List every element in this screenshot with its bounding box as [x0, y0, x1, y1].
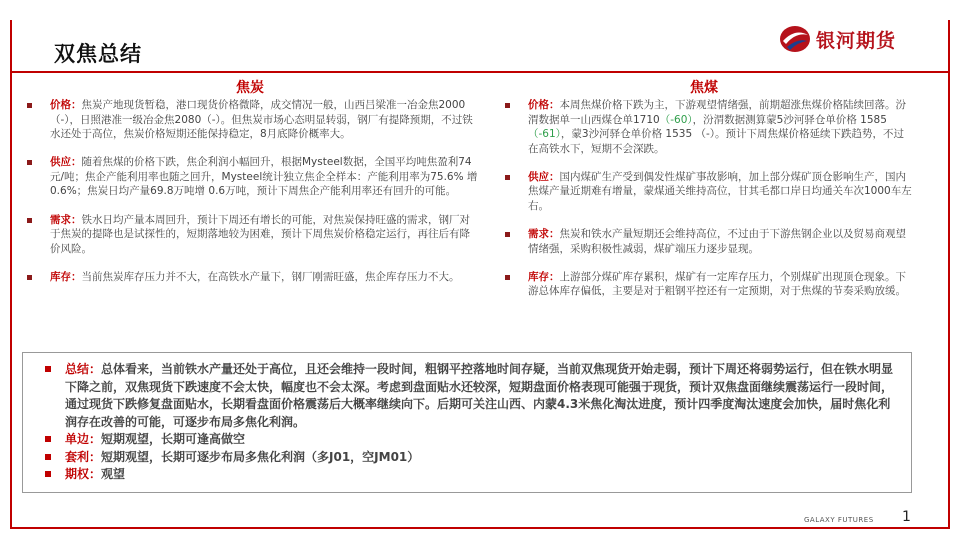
left-border — [10, 20, 12, 529]
page-title: 双焦总结 — [54, 42, 142, 66]
item-label: 供应： — [50, 156, 82, 169]
item-text: 国内煤矿生产受到偶发性煤矿事故影响，加上部分煤矿顶仓影响生产，国内焦煤产量近期难有增量，蒙煤通关维持高位，甘其毛都口岸日均通关车次1000车左右。 — [528, 170, 912, 213]
summary-text: 总体看来，当前铁水产量还处于高位，且还会维持一段时间，粗钢平控落地时间存疑，当前双焦现货开始走弱，预计下周还将弱势运行，但在铁水明显下降之前，双焦现货下跌速度不会太快，幅度也不会太深。考虑到盘面贴水还较深，短期盘面价格表现可能强于现货，预计双焦盘面继续震荡运行一段时间，通过现货下跌修复盘面贴水，长期看盘面价格震荡后大概率继续向下。后期可关注山西、内蒙4.3米焦化淘汰进度，预计四季度淘汰速度会加快，届时焦化利润存在改善的可能，可逐步布局多焦化利润。 — [65, 362, 894, 429]
title-divider — [10, 71, 950, 73]
item-text: 焦炭产地现货暂稳，港口现货价格微降，成交情况一般，山西吕梁准一冶金焦2000（-），日照港准一级冶金焦2080（-）。但焦炭市场心态明显转弱，钢厂有提降预期，不过铁水还处于高位，焦炭价格短期还能保持稳定，8月底降价概率大。 — [50, 99, 473, 141]
item-text: 焦炭和铁水产量短期还会维持高位，不过由于下游焦钢企业以及贸易商观望情绪强，采购积极性减弱，煤矿端压力逐步显现。 — [528, 228, 906, 255]
item-text: 上游部分煤矿库存累积，煤矿有一定库存压力，个别煤矿出现顶仓现象。下游总体库存偏低，主要是对于粗钢平控还有一定预期，对于焦煤的节奏采购放缓。 — [528, 270, 906, 298]
item-label: 库存： — [50, 270, 82, 283]
item-label: 库存： — [528, 270, 560, 283]
bullet-icon — [27, 103, 32, 108]
item-text: 当前焦炭库存压力并不大，在高铁水产量下，钢厂刚需旺盛，焦企库存压力不大。 — [81, 270, 460, 283]
bullet-icon — [45, 471, 51, 477]
item-label: 需求： — [528, 228, 560, 241]
bullet-icon — [505, 103, 510, 108]
list-item — [504, 98, 914, 156]
logo-text: 银河期货 — [816, 29, 897, 52]
footer-brand: GALAXY FUTURES — [804, 516, 874, 524]
list-item — [26, 98, 480, 142]
bullet-icon — [45, 366, 51, 372]
item-text: 随着焦煤的价格下跌，焦企利润小幅回升，根据Mysteel数据，全国平均吨焦盈利74元/吨；焦企产能利用率也随之回升，Mysteel统计独立焦企全样本：产能利用率为75.6% 增 0.6%；焦炭日均产量69.8万吨增 0.6万吨，预计下周焦企产能利用率还有回升的可能。 — [50, 156, 478, 198]
summary-text: 短期观望，长期可逢高做空 — [101, 432, 246, 446]
list-item — [26, 270, 480, 285]
bullet-icon — [27, 218, 32, 223]
coke-list — [26, 98, 480, 298]
summary-box — [22, 352, 912, 493]
summary-label: 总结： — [65, 362, 102, 376]
summary-text: 短期观望，长期可逐步布局多焦化利润（多J01，空JM01） — [101, 449, 420, 464]
price-change: （-61） — [528, 128, 561, 141]
summary-text: 观望 — [101, 467, 126, 481]
item-label: 需求： — [50, 213, 82, 226]
bullet-icon — [45, 436, 51, 442]
list-item — [26, 213, 480, 257]
bullet-icon — [27, 160, 32, 165]
summary-label: 套利： — [65, 449, 102, 464]
coal-heading: 焦煤 — [690, 80, 718, 96]
price-change: （-60） — [659, 113, 693, 126]
item-text: ，汾渭数据测算蒙5沙河驿仓单价格 1585 — [692, 113, 887, 126]
galaxy-logo-icon — [778, 24, 812, 54]
summary-item — [45, 431, 901, 449]
bullet-icon — [27, 275, 32, 280]
summary-label: 期权： — [65, 467, 102, 481]
coke-heading: 焦炭 — [236, 80, 264, 96]
list-item — [504, 270, 914, 299]
bullet-icon — [505, 175, 510, 180]
list-item — [26, 155, 480, 199]
page-number: 1 — [902, 509, 911, 525]
item-text: ，蒙3沙河驿仓单价格 1535 （-）。预计下周焦煤价格延续下跌趋势，不过在高铁水下，短期不会深跌。 — [528, 128, 905, 155]
summary-item — [45, 449, 901, 467]
coal-list — [504, 98, 914, 313]
item-label: 价格： — [528, 99, 560, 111]
list-item — [504, 170, 914, 214]
bullet-icon — [505, 275, 510, 280]
item-text: 本周焦煤价格下跌为主，下游观望情绪强，前期超涨焦煤价格陆续回落。汾渭数据单一山西煤仓单1710 — [528, 99, 906, 126]
right-border — [948, 20, 950, 529]
bottom-divider — [10, 527, 950, 529]
item-label: 供应： — [528, 170, 560, 183]
list-item — [504, 227, 914, 256]
bullet-icon — [505, 232, 510, 237]
bullet-icon — [45, 454, 51, 460]
company-logo — [778, 24, 896, 54]
summary-item — [45, 466, 901, 484]
summary-label: 单边： — [65, 432, 102, 446]
item-text: 铁水日均产量本周回升，预计下周还有增长的可能，对焦炭保持旺盛的需求，钢厂对于焦炭的提降也是试探性的，短期落地较为困难，预计下周焦炭价格稳定运行，再往后有降价风险。 — [50, 213, 470, 255]
item-label: 价格： — [50, 99, 82, 111]
summary-item — [45, 361, 901, 431]
